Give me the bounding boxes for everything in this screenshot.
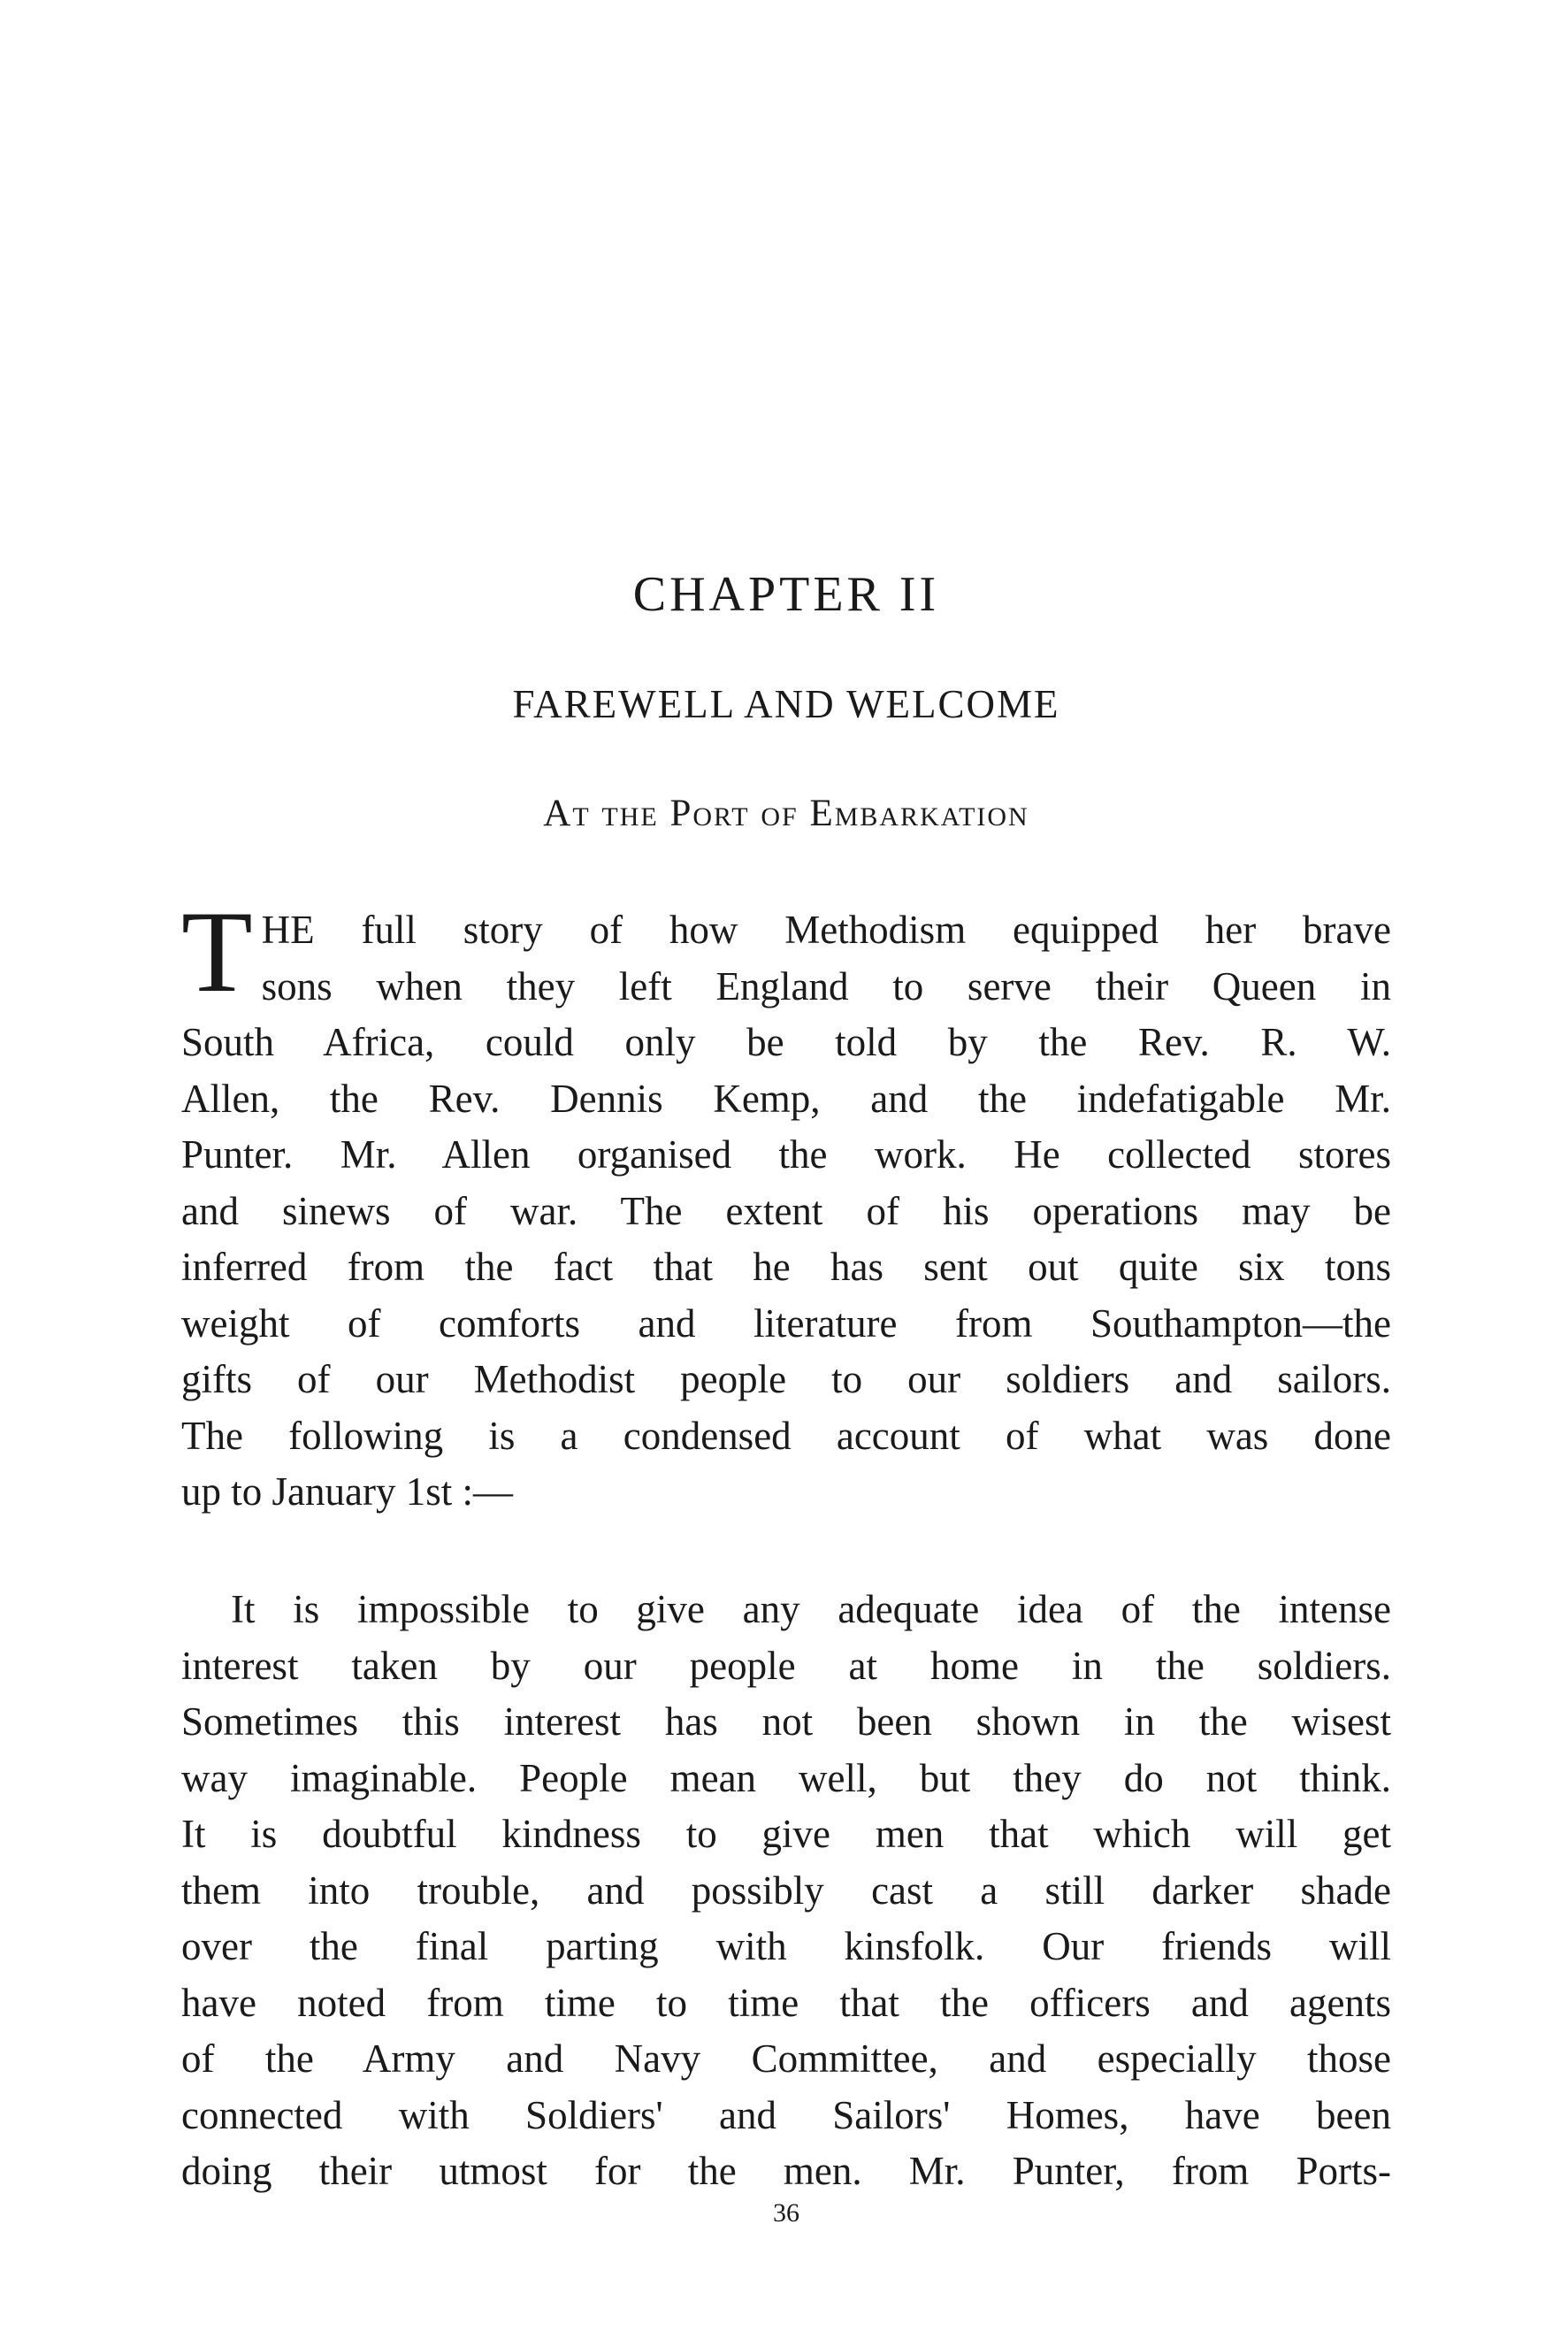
text-line: over the final parting with kinsfolk. Our friends will: [181, 1924, 1391, 1968]
text-line: Sometimes this interest has not been shown in the wisest: [181, 1699, 1391, 1744]
text-line: It is impossible to give any adequate idea of the intense: [231, 1587, 1391, 1631]
text-line: It is doubtful kindness to give men that which will get: [181, 1812, 1391, 1856]
text-line: interest taken by our people at home in the soldiers.: [181, 1643, 1391, 1688]
opening-paragraph: [181, 886, 1391, 1521]
text-line: them into trouble, and possibly cast a still darker shade: [181, 1867, 1391, 1913]
book-page: [181, 0, 1391, 2339]
section-title: At the Port of Embarkation: [543, 793, 1029, 834]
text-line: The following is a condensed account of what was done: [181, 1413, 1391, 1458]
text-line: inferred from the fact that he has sent out quite six tons: [181, 1245, 1391, 1289]
chapter-title: FAREWELL AND WELCOME: [512, 682, 1060, 726]
text-line: Punter. Mr. Allen organised the work. He collected stores: [181, 1132, 1391, 1177]
chapter-number: CHAPTER II: [632, 567, 940, 622]
page-number: 36: [773, 2198, 799, 2228]
text-line: sons when they left England to serve their Queen in: [261, 963, 1391, 1008]
text-line: weight of comforts and literature from Southampton—the: [181, 1300, 1391, 1346]
text-line: have noted from time to time that the officers and agents: [181, 1980, 1391, 2025]
text-line: up to January 1st :—: [181, 1469, 513, 1514]
text-line: of the Army and Navy Committee, and especially those: [181, 2036, 1391, 2081]
drop-cap: T: [181, 886, 253, 1016]
text-line: Allen, the Rev. Dennis Kemp, and the indefatigable Mr.: [181, 1076, 1391, 1121]
text-line: South Africa, could only be told by the Rev. R. W.: [181, 1020, 1391, 1064]
text-line: gifts of our Methodist people to our soldiers and sailors.: [181, 1357, 1391, 1401]
text-line: and sinews of war. The extent of his operations may be: [181, 1188, 1391, 1233]
text-line: HE full story of how Methodism equipped her brave: [261, 908, 1391, 952]
body-paragraph: [181, 1582, 1391, 2200]
text-line: doing their utmost for the men. Mr. Punter, from Ports-: [181, 2149, 1391, 2193]
text-line: way imaginable. People mean well, but they do not think.: [181, 1755, 1391, 1800]
text-line: connected with Soldiers' and Sailors' Homes, have been: [181, 2092, 1391, 2137]
